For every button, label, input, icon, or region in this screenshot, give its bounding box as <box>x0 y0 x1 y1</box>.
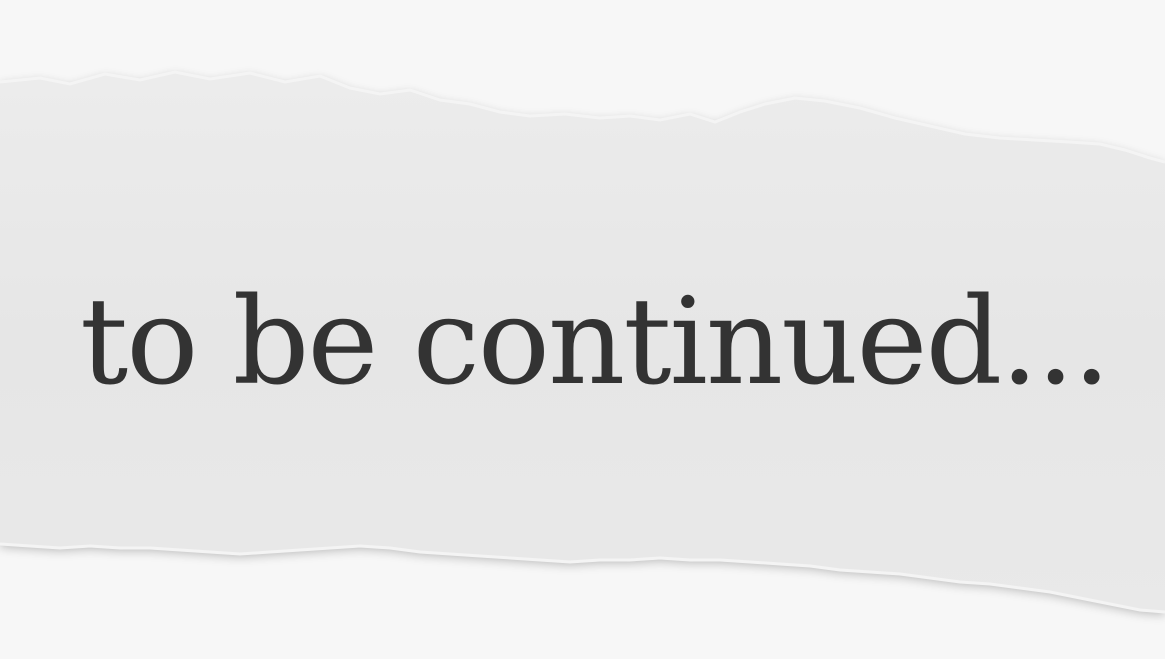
to-be-continued-text: to be continued... <box>80 273 1109 412</box>
